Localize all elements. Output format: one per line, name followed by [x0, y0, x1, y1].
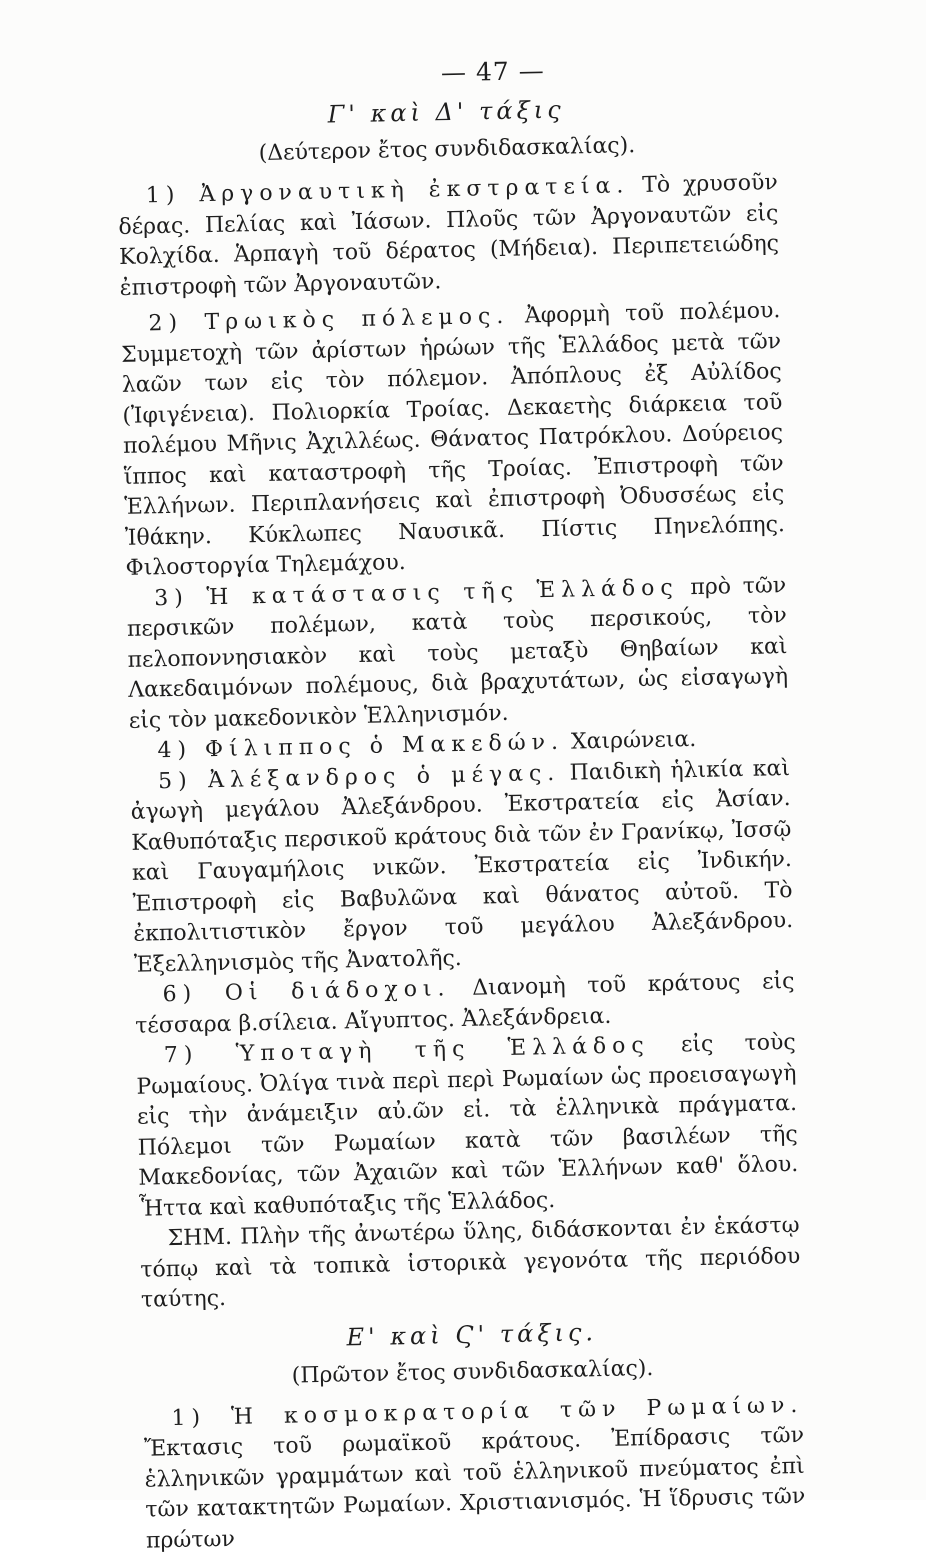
list-item [143, 1390, 806, 1556]
list-item [130, 754, 794, 981]
item-text: Τὸ χρυσοῦν δέρας. Πελίας καὶ Ἰάσων. Πλοῦς τῶν Ἀργοναυτῶν εἰς Κολχίδα. Ἁρπαγὴ τοῦ δέρατος (Μήδεια). Περιπετειώδης ἐπιστροφὴ τῶν Ἀργοναυτῶν. [118, 170, 780, 301]
page-number: — 47 — [440, 56, 545, 88]
item-title: 4) Φίλιππος ὁ Μακεδών. [157, 729, 565, 764]
list-item [126, 571, 789, 737]
section-heading-grades-3-4: Γ' καὶ Δ' τάξις [327, 95, 565, 129]
item-title: 3) Ἡ κατάστασις τῆς Ἑλλάδος [154, 574, 679, 611]
item-text: Ἔκτασις τοῦ ρωμαϊκοῦ κράτους. Ἐπίδρασις τῶν ἑλληνικῶν γραμμάτων καὶ τοῦ ἑλληνικοῦ πνεύματος ἐπὶ τῶν κατακτητῶν Ρωμαίων. Χριστιανισμός. Ἡ ἵδρυσις τῶν πρώτων [143, 1422, 806, 1554]
item-title: 1) Ἀργοναυτικὴ ἐκστρατεία. [145, 173, 630, 209]
item-title: 6) Οἱ διάδοχοι. [162, 976, 451, 1008]
section-subheading-grades-3-4: (Δεύτερον ἔτος συνδιδασκαλίας). [258, 133, 636, 167]
page-text [115, 46, 806, 1556]
item-title: 1) Ἡ κοσμοκρατορία τῶν Ρωμαίων. [171, 1392, 804, 1431]
section-heading-grades-5-6: Ε' καὶ Ϛ' τάξις. [346, 1317, 598, 1351]
item-title: 2) Τρωικὸς πόλεμος. [148, 303, 510, 337]
item-text: Χαιρώνεια. [563, 726, 697, 755]
item-text: πρὸ τῶν περσικῶν πολέμων, κατὰ τοὺς περσικούς, τὸν πελοποννησιακὸν καὶ τοὺς μεταξὺ Θηβαίων καὶ Λακεδαιμόνων πολέμους, διὰ βραχυτάτων, ὡς εἰσαγωγὴ εἰς τὸν μακεδονικὸν Ἑλληνισμόν. [126, 572, 789, 734]
item-text: εἰς τοὺς Ρωμαίους. Ὀλίγα τινὰ περὶ περὶ Ρωμαίων ὡς προεισαγωγὴ εἰς τὴν ἀνάμειξιν αὐ.ῶν εἰ. τὰ ἑλληνικὰ πράγματα. Πόλεμοι τῶν Ρωμαίων κατὰ τῶν βασιλέων τῆς Μακεδονίας, τῶν Ἀχαιῶν καὶ τῶν Ἑλλήνων καθ' ὅλου. Ἧττα καὶ καθυπόταξις τῆς Ἑλλάδος. [136, 1029, 799, 1222]
note-paragraph: ΣΗΜ. Πλὴν τῆς ἀνωτέρω ὕλης, διδάσκονται ἐν ἑκάστῳ τόπῳ καὶ τὰ τοπικὰ ἱστορικὰ γεγονότα τῆς περιόδου ταύτης. [140, 1212, 801, 1313]
item-text: Παιδικὴ ἡλικία καὶ ἀγωγὴ μεγάλου Ἀλεξάνδρου. Ἐκστρατεία εἰς Ἀσίαν. Καθυπόταξις περσικοῦ κράτους διὰ τῶν ἐν Γρανίκῳ, Ἰσσῷ καὶ Γαυγαμήλοις νικῶν. Ἐκστρατεία εἰς Ἰνδικήν. Ἐπιστροφὴ εἰς Βαβυλῶνα καὶ θάνατος αὐτοῦ. Τὸ ἐκπολιτιστικὸν ἔργον τοῦ μεγάλου Ἀλεξάνδρου. Ἐξελληνισμὸς τῆς Ἀνατολῆς. [130, 755, 794, 978]
item-text: Διανομὴ τοῦ κράτους εἰς τέσσαρα β.σίλεια. Αἴγυπτος. Ἀλεξάνδρεια. [134, 968, 795, 1039]
list-item [120, 296, 786, 584]
list-item [136, 1028, 800, 1225]
item-title: 5) Ἀλέξανδρος ὁ μέγας. [157, 760, 561, 794]
item-text: Ἀφορμὴ τοῦ πολέμου. Συμμετοχὴ τῶν ἀρίστων ἡρώων τῆς Ἑλλάδος μετὰ τῶν λαῶν των εἰς τὸν πόλεμον. Ἀπόπλους ἐξ Αὐλίδος (Ἰφιγένεια). Πολιορκία Τροίας. Δεκαετὴς διάρκεια τοῦ πολέμου Μῆνις Ἀχιλλέως. Θάνατος Πατρόκλου. Δούρειος ἵππος καὶ καταστροφὴ τῆς Τροίας. Ἐπιστροφὴ τῶν Ἑλλήνων. Περιπλανήσεις καὶ ἐπιστροφὴ Ὀδυσσέως εἰς Ἰθάκην. Κύκλωπες Ναυσικᾶ. Πίστις Πηνελόπης. Φιλοστοργία Τηλεμάχου. [120, 298, 786, 581]
list-item [118, 168, 780, 304]
section-subheading-grades-5-6: (Πρῶτον ἔτος συνδιδασκαλίας). [291, 1355, 654, 1389]
item-title: 7) Ὑποταγὴ τῆς Ἑλλάδος [163, 1033, 650, 1069]
